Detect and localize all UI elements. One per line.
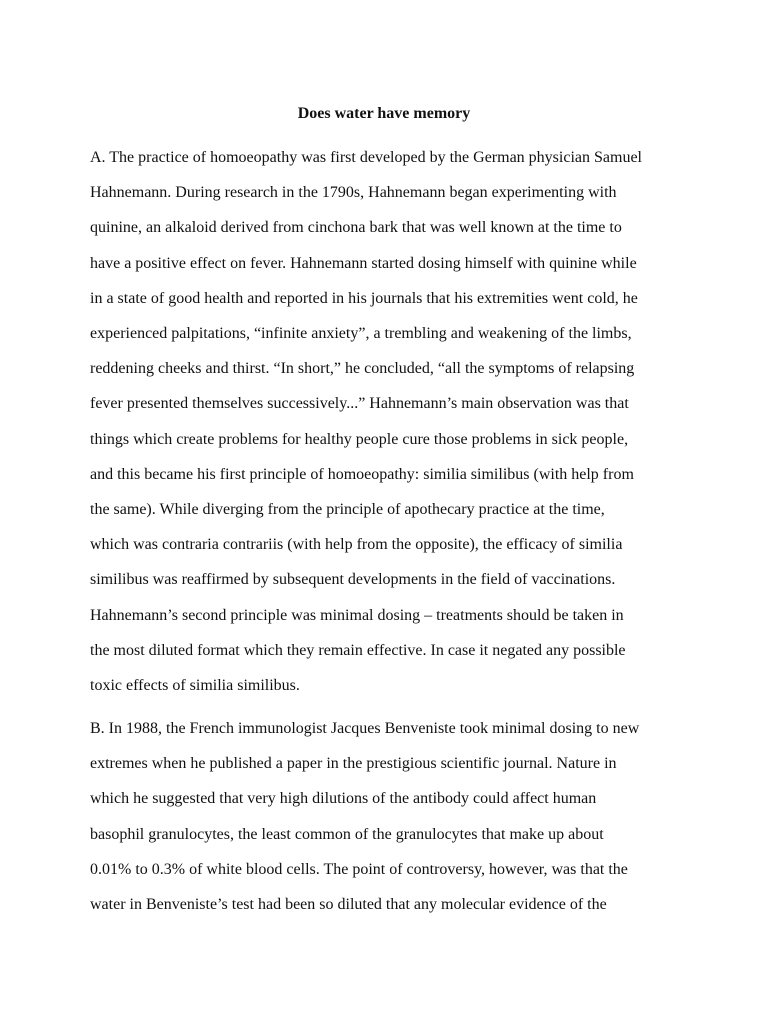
paragraph-line: which was contraria contrariis (with help from the opposite), the efficacy of similia	[90, 536, 623, 554]
paragraph-line: basophil granulocytes, the least common of the granulocytes that make up about	[90, 825, 604, 843]
paragraph-line: quinine, an alkaloid derived from cinchona bark that was well known at the time to	[90, 219, 622, 237]
paragraph-a	[90, 140, 680, 703]
paragraph-line: A. The practice of homoeopathy was first developed by the German physician Samuel	[90, 149, 642, 166]
paragraph-line: and this became his first principle of homoeopathy: similia similibus (with help from	[90, 465, 634, 483]
paragraph-line: toxic effects of similia similibus.	[90, 677, 300, 695]
paragraph-line: the most diluted format which they remain effective. In case it negated any possible	[90, 641, 626, 659]
paragraph-line: B. In 1988, the French immunologist Jacques Benveniste took minimal dosing to new	[90, 720, 640, 737]
paragraph-line: water in Benveniste’s test had been so diluted that any molecular evidence of the	[90, 896, 607, 914]
paragraph-b	[90, 711, 680, 922]
paragraph-line: Hahnemann. During research in the 1790s, Hahnemann began experimenting with	[90, 184, 617, 202]
paragraph-line: have a positive effect on fever. Hahnemann started dosing himself with quinine while	[90, 254, 637, 272]
paragraph-line: reddening cheeks and thirst. “In short,” he concluded, “all the symptoms of relapsing	[90, 360, 635, 378]
paragraph-line: things which create problems for healthy people cure those problems in sick people,	[90, 430, 629, 448]
paragraph-line: experienced palpitations, “infinite anxiety”, a trembling and weakening of the limbs,	[90, 325, 632, 343]
paragraph-line: in a state of good health and reported in his journals that his extremities went cold, he	[90, 289, 638, 307]
document-title: Does water have memory	[297, 105, 471, 122]
paragraph-line: Hahnemann’s second principle was minimal dosing – treatments should be taken in	[90, 606, 624, 624]
paragraph-line: 0.01% to 0.3% of white blood cells. The point of controversy, however, was that the	[90, 860, 628, 878]
paragraph-line: fever presented themselves successively...” Hahnemann’s main observation was that	[90, 395, 629, 413]
paragraph-line: similibus was reaffirmed by subsequent developments in the field of vaccinations.	[90, 571, 616, 589]
paragraph-line: which he suggested that very high dilutions of the antibody could affect human	[90, 790, 597, 808]
paragraph-line: extremes when he published a paper in the prestigious scientific journal. Nature in	[90, 755, 617, 773]
paragraph-line: the same). While diverging from the principle of apothecary practice at the time,	[90, 501, 605, 519]
